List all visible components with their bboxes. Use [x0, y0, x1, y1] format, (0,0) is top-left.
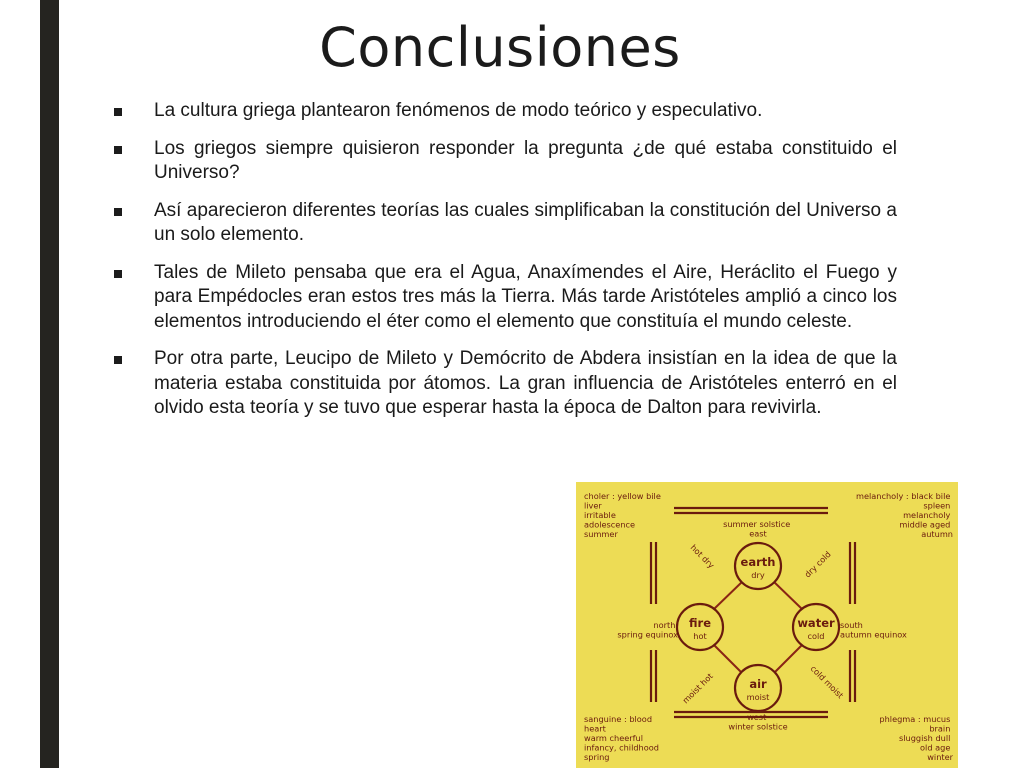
four-humours-diagram	[576, 482, 958, 768]
diagonal-bottom-right: cold moist	[808, 663, 846, 701]
square-bullet-icon	[114, 146, 122, 154]
direction-right: south autumn equinox	[840, 620, 907, 640]
bullet-text: Los griegos siempre quisieron responder la pregunta ¿de qué estaba constituido el Universo?	[154, 137, 897, 183]
direction-top: summer solstice east	[723, 519, 791, 539]
diagonal-top-right: dry cold	[802, 549, 833, 580]
corner-top-left: choler : yellow bile liver irritable adolescence summer	[584, 491, 661, 539]
bullet-text: Por otra parte, Leucipo de Mileto y Demócrito de Abdera insistían en la idea de que la materia estaba constituida por átomos. La gran influencia de Aristóteles enterró en el olvido esta teoría y se tuvo que esperar hasta la época de Dalton para revivirla.	[154, 348, 897, 418]
square-bullet-icon	[114, 208, 122, 216]
diagonal-bottom-left: moist hot	[680, 670, 715, 706]
bullet-item	[112, 261, 897, 335]
bullet-text: Así aparecieron diferentes teorías las cuales simplificaban la constitución del Universo a un solo elemento.	[154, 199, 897, 245]
bullet-text: La cultura griega plantearon fenómenos de modo teórico y especulativo.	[154, 100, 763, 121]
square-bullet-icon	[114, 108, 122, 116]
corner-bottom-right: phlegma : mucus brain sluggish dull old age winter	[879, 714, 953, 762]
corner-top-right: melancholy : black bile spleen melancholy middle aged autumn	[855, 491, 953, 539]
fire-quality: hot	[693, 631, 707, 641]
bullet-item	[112, 347, 897, 421]
bullet-text: Tales de Mileto pensaba que era el Agua, Anaxímendes el Aire, Heráclito el Fuego y para Empédocles eran estos tres más la Tierra. Más tarde Aristóteles amplió a cinco los elementos introduciendo el éter como el elemento que constituía el mundo celeste.	[154, 261, 897, 332]
bullet-list	[112, 99, 897, 434]
water-label: water	[797, 616, 835, 630]
direction-bottom: west winter solstice	[728, 712, 788, 732]
left-accent-bar	[40, 0, 59, 768]
bullet-item	[112, 99, 897, 124]
four-humours-svg	[576, 482, 958, 768]
water-quality: cold	[807, 631, 825, 641]
earth-quality: dry	[751, 570, 765, 580]
bullet-item	[112, 137, 897, 186]
direction-left: north spring equinox	[617, 620, 678, 640]
corner-bottom-left: sanguine : blood heart warm cheerful infancy, childhood spring	[584, 714, 659, 762]
square-bullet-icon	[114, 270, 122, 278]
diagonal-top-left: hot dry	[688, 542, 717, 571]
fire-label: fire	[689, 616, 711, 630]
bullet-item	[112, 199, 897, 248]
slide-title: Conclusiones	[319, 16, 681, 79]
square-bullet-icon	[114, 356, 122, 364]
air-label: air	[749, 677, 767, 691]
air-quality: moist	[746, 692, 770, 702]
earth-label: earth	[740, 555, 776, 569]
